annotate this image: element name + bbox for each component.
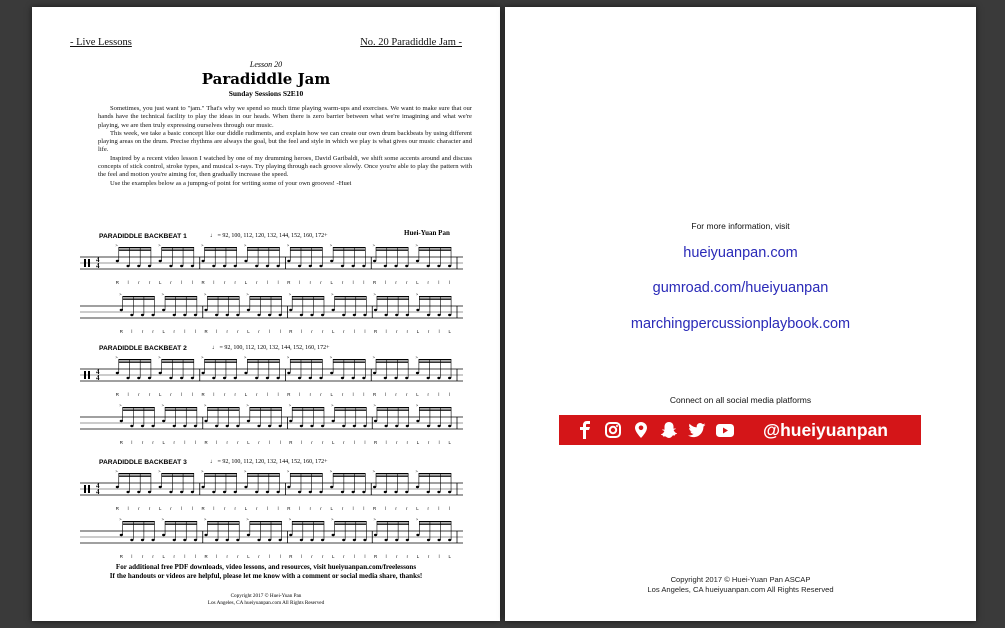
sticking-letter: l: [181, 506, 183, 511]
sticking-letter: l: [127, 392, 129, 397]
svg-text:>: >: [415, 292, 419, 297]
sticking-letter: r: [406, 329, 409, 334]
sticking-letter: r: [173, 554, 175, 559]
svg-text:>: >: [158, 243, 161, 248]
sticking-letter: r: [223, 506, 226, 511]
sticking-letter: l: [299, 280, 301, 285]
svg-text:>: >: [119, 403, 122, 408]
copyright-line: Los Angeles, CA hueiyuanpan.com All Rights Reserved: [647, 584, 834, 594]
sticking-letter: r: [237, 554, 239, 559]
notation-staff: [76, 517, 467, 561]
svg-text:>: >: [331, 517, 334, 522]
sticking-letter: l: [385, 554, 387, 559]
sticking-letter: l: [216, 329, 218, 334]
sticking-letter: R: [119, 440, 123, 445]
svg-text:>: >: [243, 243, 247, 248]
sticking-letter: r: [226, 440, 228, 445]
sticking-letter: r: [141, 329, 144, 334]
header-series: - Live Lessons: [70, 37, 132, 48]
svg-text:>: >: [246, 292, 249, 297]
notation-staff: [76, 355, 467, 399]
sticking-letter: l: [277, 280, 279, 285]
sticking-letter: l: [266, 392, 268, 397]
notation-svg: [76, 355, 467, 399]
sticking-letter: l: [127, 280, 129, 285]
sticking-letter: l: [300, 440, 302, 445]
svg-text:>: >: [204, 292, 207, 297]
svg-text:4: 4: [96, 482, 100, 490]
link-playbook[interactable]: marchingpercussionplaybook.com: [630, 316, 851, 332]
info-page: [505, 7, 976, 621]
twitter-icon[interactable]: [685, 420, 709, 440]
svg-text:>: >: [204, 403, 207, 408]
sticking-letter: r: [141, 440, 144, 445]
sticking-letter: r: [343, 329, 345, 334]
svg-text:>: >: [115, 243, 118, 248]
svg-text:>: >: [119, 517, 122, 522]
svg-text:>: >: [329, 243, 333, 248]
sticking-letter: L: [247, 440, 250, 445]
sticking-letter: R: [287, 280, 291, 285]
sticking-letter: R: [201, 392, 205, 397]
notation-svg: [76, 243, 467, 287]
link-hueiyuanpan[interactable]: hueiyuanpan.com: [683, 245, 798, 261]
lesson-subtitle: Sunday Sessions S2E10: [228, 89, 304, 98]
sticking-letter: L: [448, 554, 451, 559]
sticking-letter: L: [162, 440, 165, 445]
footer-line: For additional free PDF downloads, video lessons, and resources, visit hueiyuanpan.com/freelessons: [115, 563, 417, 571]
sticking-letter: R: [119, 329, 123, 334]
sticking-letter: l: [449, 392, 451, 397]
copyright: [505, 575, 976, 594]
sticking-letter: l: [266, 280, 268, 285]
svg-text:>: >: [415, 403, 419, 408]
intro-paragraph: Use the examples below as a jumpng-of point for writing some of your own grooves! -Huei: [110, 179, 352, 187]
author-name: Huei-Yuan Pan: [404, 229, 450, 237]
sticking-letter: L: [331, 554, 335, 559]
sticking-letter: r: [226, 329, 228, 334]
sticking-letter: l: [438, 392, 440, 397]
social-handle[interactable]: @hueiyuanpan: [763, 419, 888, 440]
svg-text:>: >: [288, 292, 292, 297]
sticking-letter: r: [258, 554, 260, 559]
sticking-letter: l: [279, 329, 281, 334]
social-bar: [559, 415, 921, 445]
lesson-page: [32, 7, 500, 621]
sticking-letter: R: [373, 392, 377, 397]
lesson-number: Lesson 20: [249, 60, 283, 69]
sticking-letter: r: [258, 329, 260, 334]
sticking-letter: r: [427, 280, 429, 285]
sticking-letter: l: [385, 329, 387, 334]
sticking-letter: l: [364, 440, 366, 445]
sticking-letter: r: [255, 392, 258, 397]
sticking-letter: R: [373, 554, 378, 559]
sticking-letter: R: [373, 506, 377, 511]
sticking-letter: R: [204, 329, 208, 334]
sticking-letter: l: [364, 329, 366, 334]
copyright-line: Copyright 2017 © Huei-Yuan Pan: [230, 593, 302, 599]
svg-text:>: >: [373, 292, 376, 297]
sticking-letter: L: [416, 392, 419, 397]
sticking-letter: l: [352, 506, 354, 511]
sticking-letter: r: [173, 440, 175, 445]
sticking-letter: r: [395, 506, 397, 511]
sticking-letter: r: [309, 280, 312, 285]
sticking-letter: R: [287, 392, 291, 397]
sticking-letter: r: [234, 392, 236, 397]
sticking-letter: r: [320, 392, 322, 397]
sticking-letter: L: [448, 440, 451, 445]
sticking-letter: r: [223, 280, 226, 285]
sticking-letter: L: [416, 280, 419, 285]
sticking-letter: r: [320, 280, 322, 285]
sticking-letter: r: [406, 280, 408, 285]
svg-text:>: >: [288, 403, 292, 408]
sticking-letter: L: [247, 329, 250, 334]
svg-text:>: >: [329, 469, 333, 474]
svg-text:>: >: [372, 469, 375, 474]
sticking-letter: L: [330, 506, 333, 511]
svg-text:4: 4: [96, 374, 100, 382]
sticking-letter: l: [363, 506, 365, 511]
svg-text:>: >: [415, 355, 418, 360]
sticking-letter: L: [331, 329, 335, 334]
sticking-letter: r: [396, 554, 398, 559]
sticking-letter: r: [321, 554, 324, 559]
sticking-letter: l: [438, 329, 440, 334]
sticking-letter: l: [191, 392, 193, 397]
svg-text:>: >: [286, 243, 290, 248]
sticking-letter: r: [152, 440, 154, 445]
svg-text:>: >: [243, 469, 247, 474]
sticking-letter: r: [395, 280, 397, 285]
sticking-letter: r: [427, 554, 430, 559]
svg-text:>: >: [243, 355, 247, 360]
footer-line: If the handouts or videos are helpful, please let me know with a comment or social media share, thanks!: [109, 572, 423, 580]
sticking-letter: R: [201, 506, 205, 511]
sticking-letter: r: [311, 554, 313, 559]
sticking-letter: l: [279, 440, 281, 445]
sticking-letter: r: [343, 440, 345, 445]
sticking-letter: l: [131, 554, 133, 559]
sticking-letter: R: [119, 554, 123, 559]
svg-text:>: >: [415, 517, 419, 522]
sticking-letter: r: [170, 280, 172, 285]
sticking-letter: L: [448, 329, 451, 334]
sticking-letter: r: [311, 440, 313, 445]
svg-text:>: >: [331, 403, 334, 408]
sticking-letter: L: [330, 392, 333, 397]
intro-paragraph: Sometimes, you just want to "jam." That's why we spend so much time playing warm-ups and exercises. We want to make sure that our hands have the technical facility to play the ideas in our heads. When there is zero barrier between what we're imagining and what we're playing, we are then truly expressing ourselves through our music.: [98, 105, 472, 129]
svg-text:>: >: [372, 243, 375, 248]
notation-staff: [76, 469, 467, 513]
sticking-letter: l: [353, 440, 355, 445]
svg-text:>: >: [115, 469, 118, 474]
sticking-letter: l: [269, 329, 271, 334]
sticking-letter: l: [184, 329, 186, 334]
info-label: For more information, visit: [691, 221, 790, 231]
sticking-letter: r: [321, 440, 324, 445]
sticking-letter: r: [234, 280, 236, 285]
sticking-letter: r: [237, 329, 239, 334]
sticking-letter: l: [438, 280, 440, 285]
sticking-letter: r: [138, 280, 140, 285]
sticking-letter: r: [341, 392, 344, 397]
sticking-letter: l: [194, 440, 196, 445]
sticking-letter: l: [181, 280, 183, 285]
sticking-letter: l: [194, 329, 196, 334]
svg-text:>: >: [161, 292, 165, 297]
sticking-letter: r: [395, 392, 397, 397]
sticking-letter: l: [299, 392, 301, 397]
sticking-letter: L: [416, 506, 419, 511]
footer-note: [32, 563, 500, 581]
sticking-letter: r: [427, 506, 429, 511]
instagram-icon[interactable]: [601, 420, 625, 440]
sticking-letter: r: [152, 329, 154, 334]
svg-text:4: 4: [96, 368, 100, 376]
sticking-letter: L: [244, 506, 248, 511]
sticking-letter: R: [373, 329, 378, 334]
sticking-letter: l: [269, 440, 271, 445]
sticking-letter: l: [184, 554, 186, 559]
sticking-letter: L: [159, 280, 162, 285]
sticking-letter: R: [201, 280, 205, 285]
sticking-letter: l: [191, 506, 193, 511]
sticking-letter: l: [279, 554, 281, 559]
sticking-letter: R: [115, 392, 119, 397]
sticking-letter: R: [115, 506, 119, 511]
sticking-letter: r: [427, 329, 430, 334]
sticking-letter: r: [237, 440, 239, 445]
sticking-letter: l: [213, 506, 215, 511]
periscope-icon[interactable]: [629, 420, 653, 440]
sticking-letter: r: [343, 554, 345, 559]
sticking-letter: r: [170, 392, 172, 397]
sticking-letter: r: [406, 554, 409, 559]
svg-text:>: >: [201, 243, 204, 248]
sticking-letter: l: [353, 329, 355, 334]
sticking-letter: r: [406, 392, 408, 397]
svg-text:>: >: [115, 355, 118, 360]
sticking-letter: r: [396, 329, 398, 334]
sticking-letter: r: [341, 280, 344, 285]
sticking-letter: L: [416, 440, 420, 445]
svg-text:4: 4: [96, 488, 100, 496]
sticking-letter: r: [255, 280, 258, 285]
sticking-letter: l: [300, 329, 302, 334]
sticking-letter: R: [373, 280, 377, 285]
youtube-icon[interactable]: [713, 420, 737, 440]
sticking-letter: l: [181, 392, 183, 397]
sticking-letter: L: [162, 329, 165, 334]
svg-text:4: 4: [96, 262, 100, 270]
svg-text:>: >: [158, 355, 161, 360]
sticking-letter: r: [406, 440, 409, 445]
sticking-letter: r: [226, 554, 228, 559]
tempo-marking: ♩ = 92, 100, 112, 120, 132, 144, 152, 160, 172+: [212, 345, 330, 351]
svg-text:>: >: [161, 517, 165, 522]
sticking-letter: l: [363, 392, 365, 397]
sticking-letter: l: [438, 554, 440, 559]
sticking-letter: r: [148, 506, 151, 511]
sticking-letter: R: [289, 440, 293, 445]
svg-text:>: >: [204, 517, 207, 522]
tempo-marking: ♩ = 92, 100, 112, 120, 132, 144, 152, 160, 172+: [210, 233, 328, 239]
notation-staff: [76, 403, 467, 447]
sticking-letter: r: [427, 440, 430, 445]
tempo-marking: ♩ = 92, 100, 112, 120, 132, 144, 152, 160, 172+: [210, 459, 328, 465]
sticking-letter: R: [289, 329, 293, 334]
copyright-line: Los Angeles, CA hueiyuanpan.com All Rights Reserved: [207, 600, 325, 606]
exercise-title: PARADIDDLE BACKBEAT 3: [99, 459, 187, 466]
header-lesson: No. 20 Paradiddle Jam -: [360, 37, 462, 48]
notation-svg: [76, 292, 467, 336]
sticking-letter: l: [449, 280, 451, 285]
lesson-title: Paradiddle Jam: [201, 70, 331, 88]
sticking-letter: r: [148, 392, 151, 397]
sticking-letter: l: [385, 440, 387, 445]
sticking-letter: R: [373, 440, 378, 445]
sticking-letter: r: [234, 506, 236, 511]
sticking-letter: r: [320, 506, 322, 511]
svg-text:>: >: [201, 469, 204, 474]
notation-svg: [76, 469, 467, 513]
sticking-letter: l: [299, 506, 301, 511]
snapchat-icon[interactable]: [657, 420, 681, 440]
sticking-letter: r: [427, 392, 429, 397]
sticking-letter: r: [173, 329, 175, 334]
sticking-letter: R: [287, 506, 291, 511]
sticking-letter: l: [384, 280, 386, 285]
sticking-letter: l: [216, 440, 218, 445]
sticking-letter: r: [309, 392, 312, 397]
copyright-line: Copyright 2017 © Huei-Yuan Pan ASCAP: [670, 575, 811, 584]
connect-label: Connect on all social media platforms: [669, 395, 812, 405]
svg-text:>: >: [119, 292, 122, 297]
sticking-letter: l: [363, 280, 365, 285]
sticking-letter: l: [449, 506, 451, 511]
sticking-letter: L: [244, 392, 248, 397]
sticking-letter: r: [138, 506, 140, 511]
svg-text:>: >: [286, 469, 290, 474]
sticking-letter: l: [194, 554, 196, 559]
sticking-letter: R: [115, 280, 119, 285]
sticking-letter: l: [131, 440, 133, 445]
sticking-letter: l: [184, 440, 186, 445]
sticking-letter: l: [131, 329, 133, 334]
link-gumroad[interactable]: gumroad.com/hueiyuanpan: [652, 280, 829, 296]
sticking-letter: l: [277, 392, 279, 397]
sticking-letter: r: [309, 506, 312, 511]
svg-text:>: >: [246, 403, 249, 408]
sticking-letter: L: [159, 506, 162, 511]
notation-svg: [76, 403, 467, 447]
svg-text:4: 4: [96, 256, 100, 264]
sticking-letter: l: [191, 280, 193, 285]
sticking-letter: l: [127, 506, 129, 511]
sticking-letter: r: [311, 329, 313, 334]
sticking-letter: r: [138, 392, 140, 397]
sticking-letter: l: [352, 280, 354, 285]
svg-text:>: >: [286, 355, 290, 360]
notation-staff: [76, 243, 467, 287]
sticking-letter: r: [341, 506, 344, 511]
sticking-letter: R: [289, 554, 293, 559]
sticking-letter: r: [223, 392, 226, 397]
sticking-letter: R: [204, 440, 208, 445]
sticking-letter: r: [406, 506, 408, 511]
facebook-icon[interactable]: [573, 420, 597, 440]
svg-text:>: >: [415, 243, 418, 248]
sticking-letter: L: [416, 329, 420, 334]
sticking-letter: l: [384, 506, 386, 511]
intro-paragraph: Inspired by a recent video lesson I watched by one of my drumming heroes, David Garibaldi, we shift some accents around and discuss concepts of stick control, stroke types, and musical x-rays. Try playing through each groove slowly. Once you're able to play the pattern with the feel and motion you're aiming for, then gradually increase the speed.: [98, 154, 472, 179]
sticking-letter: l: [269, 554, 271, 559]
svg-text:>: >: [373, 403, 376, 408]
svg-text:>: >: [329, 355, 333, 360]
sticking-letter: l: [353, 554, 355, 559]
sticking-letter: L: [247, 554, 250, 559]
sticking-letter: l: [277, 506, 279, 511]
sticking-letter: l: [352, 392, 354, 397]
copyright: [32, 593, 500, 607]
sticking-letter: l: [384, 392, 386, 397]
sticking-letter: L: [244, 280, 248, 285]
svg-text:>: >: [158, 469, 161, 474]
sticking-letter: L: [416, 554, 420, 559]
sticking-letter: l: [213, 280, 215, 285]
sticking-letter: L: [330, 280, 333, 285]
sticking-letter: r: [396, 440, 398, 445]
svg-text:>: >: [161, 403, 165, 408]
exercise-title: PARADIDDLE BACKBEAT 2: [99, 345, 187, 352]
sticking-letter: r: [148, 280, 151, 285]
sticking-letter: l: [266, 506, 268, 511]
sticking-letter: L: [331, 440, 335, 445]
sticking-letter: r: [152, 554, 154, 559]
sticking-letter: l: [213, 392, 215, 397]
sticking-letter: l: [364, 554, 366, 559]
svg-text:>: >: [201, 355, 204, 360]
sticking-letter: l: [216, 554, 218, 559]
notation-staff: [76, 292, 467, 336]
sticking-letter: L: [159, 392, 162, 397]
sticking-letter: r: [321, 329, 324, 334]
svg-text:>: >: [331, 292, 334, 297]
sticking-letter: r: [141, 554, 144, 559]
sticking-letter: r: [255, 506, 258, 511]
exercise-title: PARADIDDLE BACKBEAT 1: [99, 233, 187, 240]
sticking-letter: r: [170, 506, 172, 511]
sticking-letter: L: [162, 554, 165, 559]
sticking-letter: l: [438, 440, 440, 445]
svg-text:>: >: [288, 517, 292, 522]
svg-text:>: >: [373, 517, 376, 522]
svg-text:>: >: [415, 469, 418, 474]
sticking-letter: l: [438, 506, 440, 511]
sticking-letter: r: [258, 440, 260, 445]
notation-svg: [76, 517, 467, 561]
intro-paragraph: This week, we take a basic concept like our diddle rudiments, and explain how we can create our own drum backbeats by using different playing areas on the drum. Precise rhythms are always the goal, but the feel and style in which we play is what gives our music character and life.: [98, 129, 472, 154]
svg-text:>: >: [372, 355, 375, 360]
sticking-letter: R: [204, 554, 208, 559]
svg-text:>: >: [246, 517, 249, 522]
sticking-letter: l: [300, 554, 302, 559]
intro-text: [98, 105, 472, 188]
